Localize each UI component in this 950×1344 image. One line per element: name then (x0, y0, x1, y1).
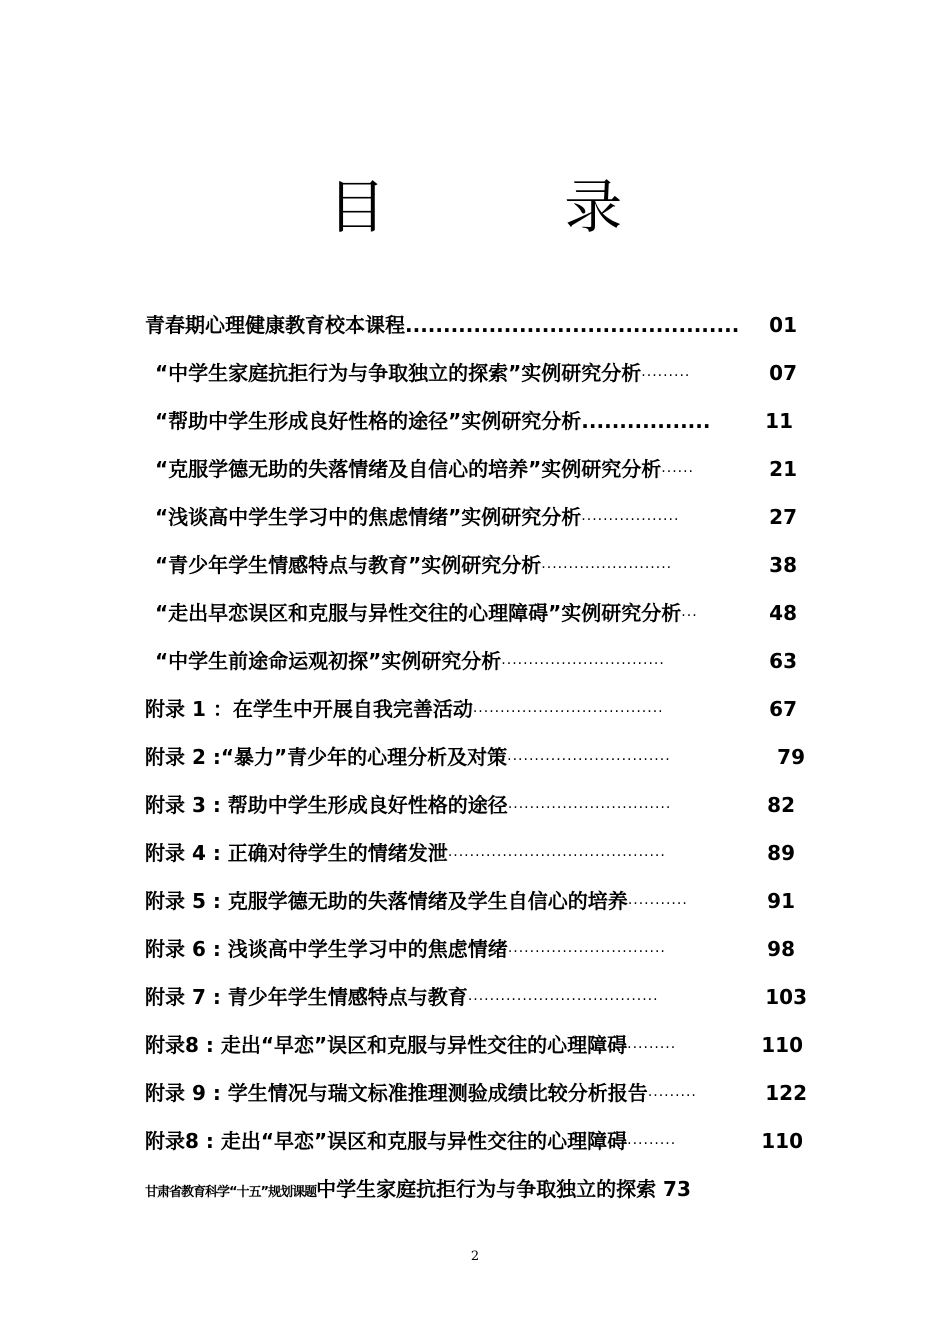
toc-entry[interactable] (145, 790, 795, 820)
toc-entry-page: 48 (769, 601, 797, 625)
toc-leader-dots: ······ (661, 464, 694, 480)
toc-entry-label: “中学生家庭抗拒行为与争取独立的探索”实例研究分析 (155, 361, 642, 385)
toc-entry-label: 附录 5 : 克服学德无助的失落情绪及学生自信心的培养 (145, 889, 628, 913)
toc-entry[interactable] (145, 310, 797, 340)
toc-entry-label: “青少年学生情感特点与教育”实例研究分析 (155, 553, 542, 577)
toc-entry-page: 07 (769, 361, 797, 385)
toc-entry-label: 附录 9 : 学生情况与瑞文标准推理测验成绩比较分析报告 (145, 1081, 648, 1105)
toc-entry[interactable] (155, 502, 797, 532)
toc-entry[interactable] (155, 598, 797, 628)
toc-entry-page: 67 (769, 697, 797, 721)
toc-leader-dots: ······························ (501, 656, 665, 672)
page-title: 目 录 (327, 173, 703, 241)
toc-leader-dots: ······························ (507, 800, 672, 816)
toc-leader-dots: ························ (541, 560, 673, 576)
toc-entry-page: 82 (767, 793, 795, 817)
toc-entry-page: 01 (769, 313, 797, 337)
toc-entry[interactable] (145, 1030, 803, 1060)
toc-entry-page: 63 (769, 649, 797, 673)
toc-entry[interactable] (155, 358, 797, 388)
toc-leader-dots: ............................................ (405, 313, 740, 337)
toc-entry-page: 122 (765, 1081, 807, 1105)
toc-entry[interactable] (145, 1078, 807, 1108)
toc-leader-dots: ····························· (507, 944, 666, 960)
toc-entry-page: 89 (767, 841, 795, 865)
toc-leader-dots: ··································· (472, 704, 664, 720)
toc-entry-page: 91 (767, 889, 795, 913)
toc-entry[interactable] (145, 838, 795, 868)
toc-leader-dots: ··· (681, 608, 698, 624)
toc-entry-label: 附录 1 ：在学生中开展自我完善活动 (145, 697, 473, 721)
toc-leader-dots: ................. (581, 409, 711, 433)
toc-entry-label: 附录 2 :“暴力”青少年的心理分析及对策 (145, 745, 508, 769)
toc-entry-label: 附录 7 : 青少年学生情感特点与教育 (145, 985, 468, 1009)
page-number: 2 (470, 1249, 480, 1264)
toc-entry[interactable] (145, 934, 795, 964)
toc-entry-label: 附录 4 : 正确对待学生的情绪发泄 (145, 841, 448, 865)
toc-entry-last[interactable] (145, 1174, 805, 1204)
toc-entry[interactable] (155, 454, 797, 484)
toc-entry-page: 38 (769, 553, 797, 577)
toc-entry-label: 附录8 : 走出“早恋”误区和克服与异性交往的心理障碍 (145, 1129, 628, 1153)
toc-entry-page: 110 (761, 1033, 803, 1057)
toc-entry-label: “中学生前途命运观初探”实例研究分析 (155, 649, 502, 673)
toc-leader-dots: ······························ (507, 752, 671, 768)
toc-leader-dots: ··········· (627, 896, 688, 912)
toc-leader-dots: ·················· (581, 512, 680, 528)
toc-entry-label: 附录 3 : 帮助中学生形成良好性格的途径 (145, 793, 508, 817)
toc-entry-page: 27 (769, 505, 797, 529)
toc-leader-dots: ········································ (447, 848, 666, 864)
toc-entry-prefix: 甘肃省教育科学“十五”规划课题 (145, 1185, 317, 1200)
toc-entry-label: 青春期心理健康教育校本课程 (145, 313, 405, 337)
toc-entry-label: “克服学德无助的失落情绪及自信心的培养”实例研究分析 (155, 457, 662, 481)
toc-entry[interactable] (155, 550, 797, 580)
toc-entry-label: 附录8 : 走出“早恋”误区和克服与异性交往的心理障碍 (145, 1033, 628, 1057)
toc-entry-label: 附录 6 : 浅谈高中学生学习中的焦虑情绪 (145, 937, 508, 961)
toc-leader-dots: ········· (627, 1040, 677, 1056)
toc-leader-dots: ··································· (467, 992, 659, 1008)
toc-leader-dots: ········· (627, 1136, 677, 1152)
toc-entry[interactable] (145, 742, 805, 772)
toc-entry[interactable] (145, 1126, 803, 1156)
toc-entry-page: 103 (765, 985, 807, 1009)
toc-entry[interactable] (155, 406, 793, 436)
toc-entry[interactable] (145, 694, 797, 724)
toc-entry-page: 79 (777, 745, 805, 769)
toc-entry-label: “走出早恋误区和克服与异性交往的心理障碍”实例研究分析 (155, 601, 682, 625)
toc-entry-label: 中学生家庭抗拒行为与争取独立的探索 73 (316, 1177, 691, 1201)
toc-entry-label: “帮助中学生形成良好性格的途径”实例研究分析 (155, 409, 582, 433)
toc-entry[interactable] (155, 646, 797, 676)
toc-entry-page: 110 (761, 1129, 803, 1153)
toc-entry[interactable] (145, 886, 795, 916)
toc-entry-page: 98 (767, 937, 795, 961)
toc-entry-page: 11 (765, 409, 793, 433)
toc-entry[interactable] (145, 982, 807, 1012)
toc-entry-page: 21 (769, 457, 797, 481)
toc-leader-dots: ········· (647, 1088, 697, 1104)
toc-entry-label: “浅谈高中学生学习中的焦虑情绪”实例研究分析 (155, 505, 582, 529)
toc-leader-dots: ········· (641, 368, 691, 384)
